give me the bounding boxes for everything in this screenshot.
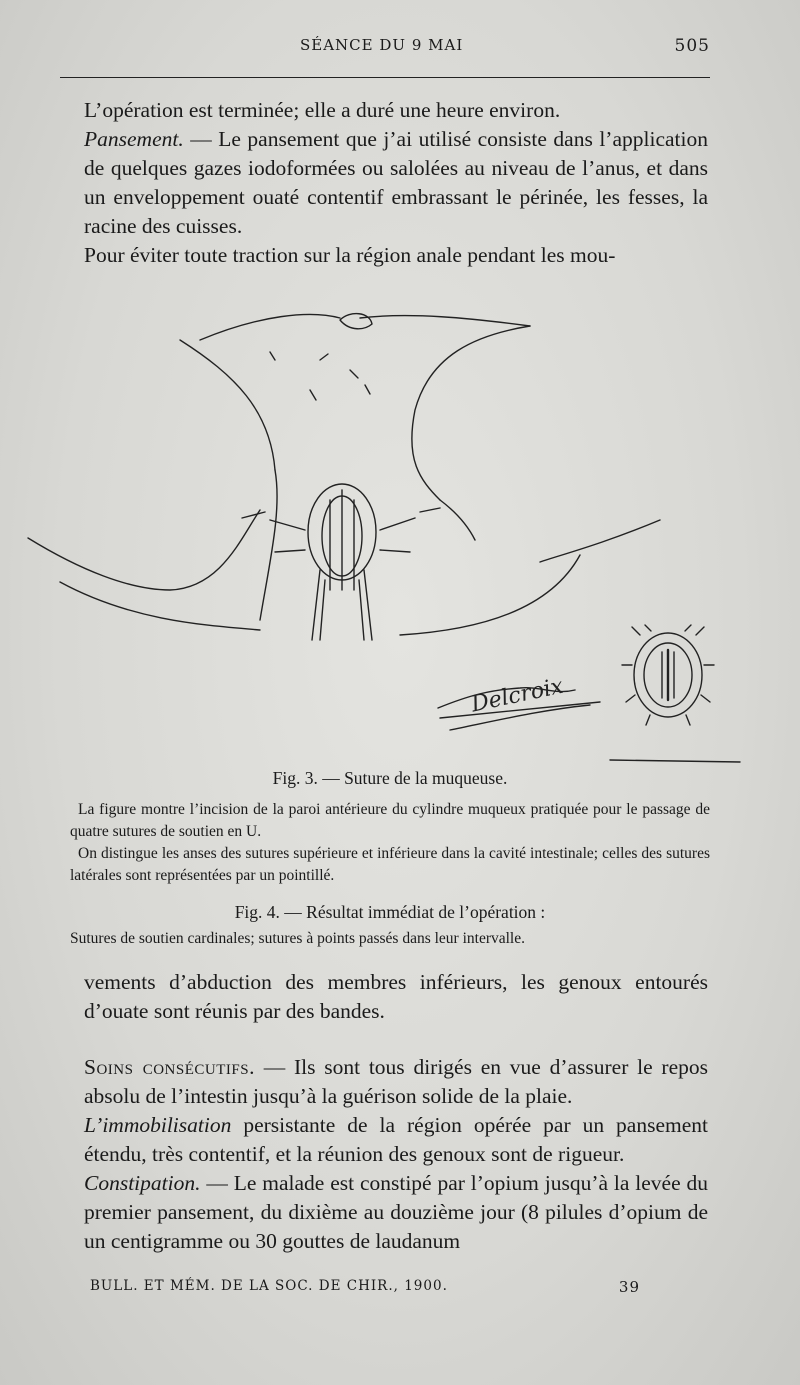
text-block-bottom	[84, 1053, 708, 1256]
figure-4-caption	[70, 902, 710, 923]
figure-4-line-1: Sutures de soutien cardinales; sutures à points passés dans leur intervalle.	[70, 930, 525, 947]
text-block-middle	[84, 968, 708, 1026]
figure-4-description	[70, 928, 710, 950]
paragraph-operation-end: L’opération est terminée; elle a duré une heure environ.	[84, 98, 561, 122]
running-title: SÉANCE DU 9 MAI	[300, 36, 464, 54]
immobilisation-label: L’immobilisation	[84, 1113, 232, 1137]
immobilisation-text: persistante de la région opérée par un pansement étendu, très contentif, et la réunion des genoux sont de rigueur.	[84, 1113, 708, 1166]
page-footer	[90, 1278, 650, 1302]
figure-4-title: Fig. 4. — Résultat immédiat de l’opération :	[234, 902, 546, 922]
soins-label: Soins consécutifs.	[84, 1055, 255, 1079]
journal-reference: BULL. ET MÉM. DE LA SOC. DE CHIR., 1900.	[90, 1278, 448, 1294]
paragraph-soins	[84, 1053, 708, 1111]
artist-signature: Delcroix	[469, 673, 566, 718]
figure-3-description	[70, 799, 710, 887]
signature-mark: 39	[618, 1278, 640, 1296]
paragraph-abduction: vements d’abduction des membres inférieurs, les genoux entourés d’ouate sont réunis par des bandes.	[84, 970, 708, 1023]
figure-3-line-2: On distingue les anses des sutures supérieure et inférieure dans la cavité intestinale; celles des sutures latérales sont représentées par un pointillé.	[70, 845, 710, 884]
running-head	[60, 36, 710, 60]
figure-3-title: Fig. 3. — Suture de la muqueuse.	[272, 768, 508, 788]
paragraph-traction: Pour éviter toute traction sur la région anale pendant les mou-	[84, 243, 616, 267]
figure-3-4-illustration	[20, 290, 760, 770]
pansement-text: — Le pansement que j’ai utilisé consiste dans l’application de quelques gazes iodoformées ou salolées au niveau de l’anus, et dans un enveloppement ouaté contentif embrassant le périnée, les fesses, la racine des cuisses.	[84, 127, 708, 238]
text-block-top	[84, 96, 708, 270]
paragraph-constipation	[84, 1169, 708, 1256]
paragraph-immobilisation	[84, 1111, 708, 1169]
soins-text: — Ils sont tous dirigés en vue d’assurer le repos absolu de l’intestin jusqu’à la guérison solide de la plaie.	[84, 1055, 708, 1108]
figure-3-line-1: La figure montre l’incision de la paroi antérieure du cylindre muqueux pratiquée pour le passage de quatre sutures de soutien en U.	[70, 801, 710, 840]
page-number: 505	[674, 36, 710, 56]
pansement-label: Pansement.	[84, 127, 184, 151]
surgical-drawing	[20, 290, 760, 770]
header-rule	[60, 77, 710, 78]
constipation-text: — Le malade est constipé par l’opium jusqu’à la levée du premier pansement, du dixième au douzième jour (8 pilules d’opium de un centigramme ou 30 gouttes de laudanum	[84, 1171, 708, 1253]
constipation-label: Constipation.	[84, 1171, 201, 1195]
figure-3-caption	[70, 768, 710, 789]
paragraph-pansement	[84, 125, 708, 241]
